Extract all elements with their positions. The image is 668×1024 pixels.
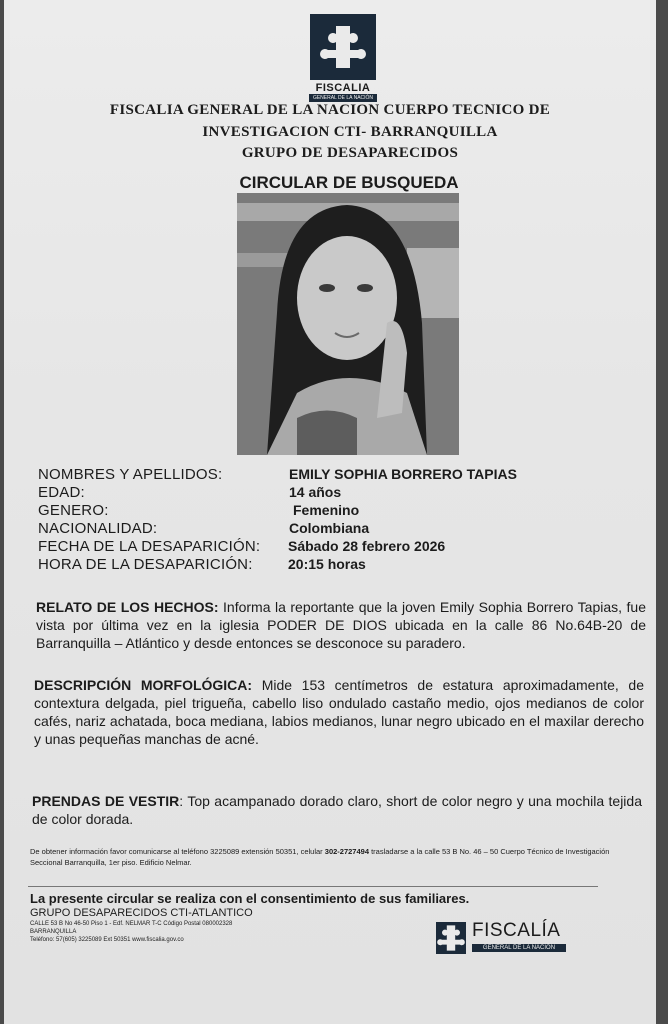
detail-value: EMILY SOPHIA BORRERO TAPIAS [289, 466, 517, 482]
footer-brand: FISCALÍA [472, 920, 561, 941]
missing-person-photo [237, 193, 459, 455]
contact-phone: 302-2727494 [324, 847, 369, 856]
footer-address [30, 920, 330, 944]
footer-logo [436, 920, 576, 956]
group-name: GRUPO DESAPARECIDOS CTI-ATLANTICO [30, 907, 253, 919]
footer-brand-sub: GENERAL DE LA NACIÓN [472, 944, 566, 952]
clothing-heading: PRENDAS DE VESTIR [32, 793, 180, 809]
detail-label: NACIONALIDAD: [38, 520, 158, 537]
detail-value: 20:15 horas [288, 556, 366, 572]
logo-brand: FISCALIA [315, 82, 371, 94]
header-line-3: GRUPO DE DESAPARECIDOS [241, 145, 459, 161]
puzzle-icon [310, 14, 376, 80]
detail-value: Femenino [293, 502, 360, 518]
logo-sub: GENERAL DE LA NACIÓN [309, 94, 377, 102]
detail-row-nationality [38, 520, 638, 538]
detail-label: EDAD: [38, 484, 85, 501]
detail-row-date [38, 538, 638, 556]
address-line-3: Teléfono: 57(605) 3225089 Ext 50351 www.fiscalia.gov.co [30, 937, 184, 943]
detail-row-age [38, 484, 638, 502]
fiscalia-logo [309, 14, 377, 110]
detail-label: GENERO: [38, 502, 109, 519]
detail-row-name [38, 466, 638, 484]
address-line-1: CALLE 53 B No 46-50 Piso 1 - Edf. NELMAR T-C Código Postal 080002328 [30, 921, 233, 927]
facts-heading: RELATO DE LOS HECHOS: [36, 599, 219, 615]
contact-info [30, 846, 640, 868]
detail-row-gender [38, 502, 638, 520]
person-details [38, 466, 638, 574]
description-paragraph [34, 676, 644, 748]
header-line-2: INVESTIGACION CTI- BARRANQUILLA [202, 124, 498, 140]
detail-row-time [38, 556, 638, 574]
facts-paragraph [36, 598, 646, 652]
header-line-1: FISCALIA GENERAL DE LA NACION CUERPO TECNICO DE [109, 102, 551, 118]
detail-value: Colombiana [289, 520, 370, 536]
facts-text: Informa la reportante que la joven Emily Sophia Borrero Tapias, fue vista por última vez en la iglesia PODER DE DIOS ubicada en la calle 86 No.64B-20 de Barranquilla – Atlántico y desde entonces se desconoce su paradero. [36, 599, 646, 651]
puzzle-icon [436, 922, 466, 954]
clothing-text: : Top acampanado dorado claro, short de color negro y una mochila tejida de color dorada. [32, 793, 642, 827]
page-title: CIRCULAR DE BUSQUEDA [239, 173, 459, 192]
detail-label: HORA DE LA DESAPARICIÓN: [38, 556, 253, 573]
detail-value: 14 años [289, 484, 342, 500]
contact-before: De obtener información favor comunicarse al teléfono 3225089 extensión 50351, celular [30, 847, 325, 856]
detail-label: FECHA DE LA DESAPARICIÓN: [38, 538, 261, 555]
description-heading: DESCRIPCIÓN MORFOLÓGICA: [34, 677, 253, 693]
search-circular-document [4, 0, 656, 1024]
consent-notice: La presente circular se realiza con el consentimiento de sus familiares. [30, 891, 470, 906]
clothing-paragraph [32, 792, 642, 828]
contact-after: trasladarse a la calle 53 B No. 46 – 50 Cuerpo Técnico de Investigación Seccional Barranquilla, 1er piso. Edificio Nelmar. [30, 847, 610, 867]
address-line-2: BARRANQUILLA [30, 929, 77, 935]
divider [28, 886, 598, 887]
description-text: Mide 153 centímetros de estatura aproximadamente, de contextura delgada, piel trigueña, cabello liso ondulado castaño medio, ojos medianos de color cafés, nariz achatada, boca mediana, labios medianos, lunar negro ubicado en el maxilar derecho y unas pequeñas manchas de acné. [34, 677, 644, 747]
detail-label: NOMBRES Y APELLIDOS: [38, 466, 223, 483]
detail-value: Sábado 28 febrero 2026 [288, 538, 446, 554]
